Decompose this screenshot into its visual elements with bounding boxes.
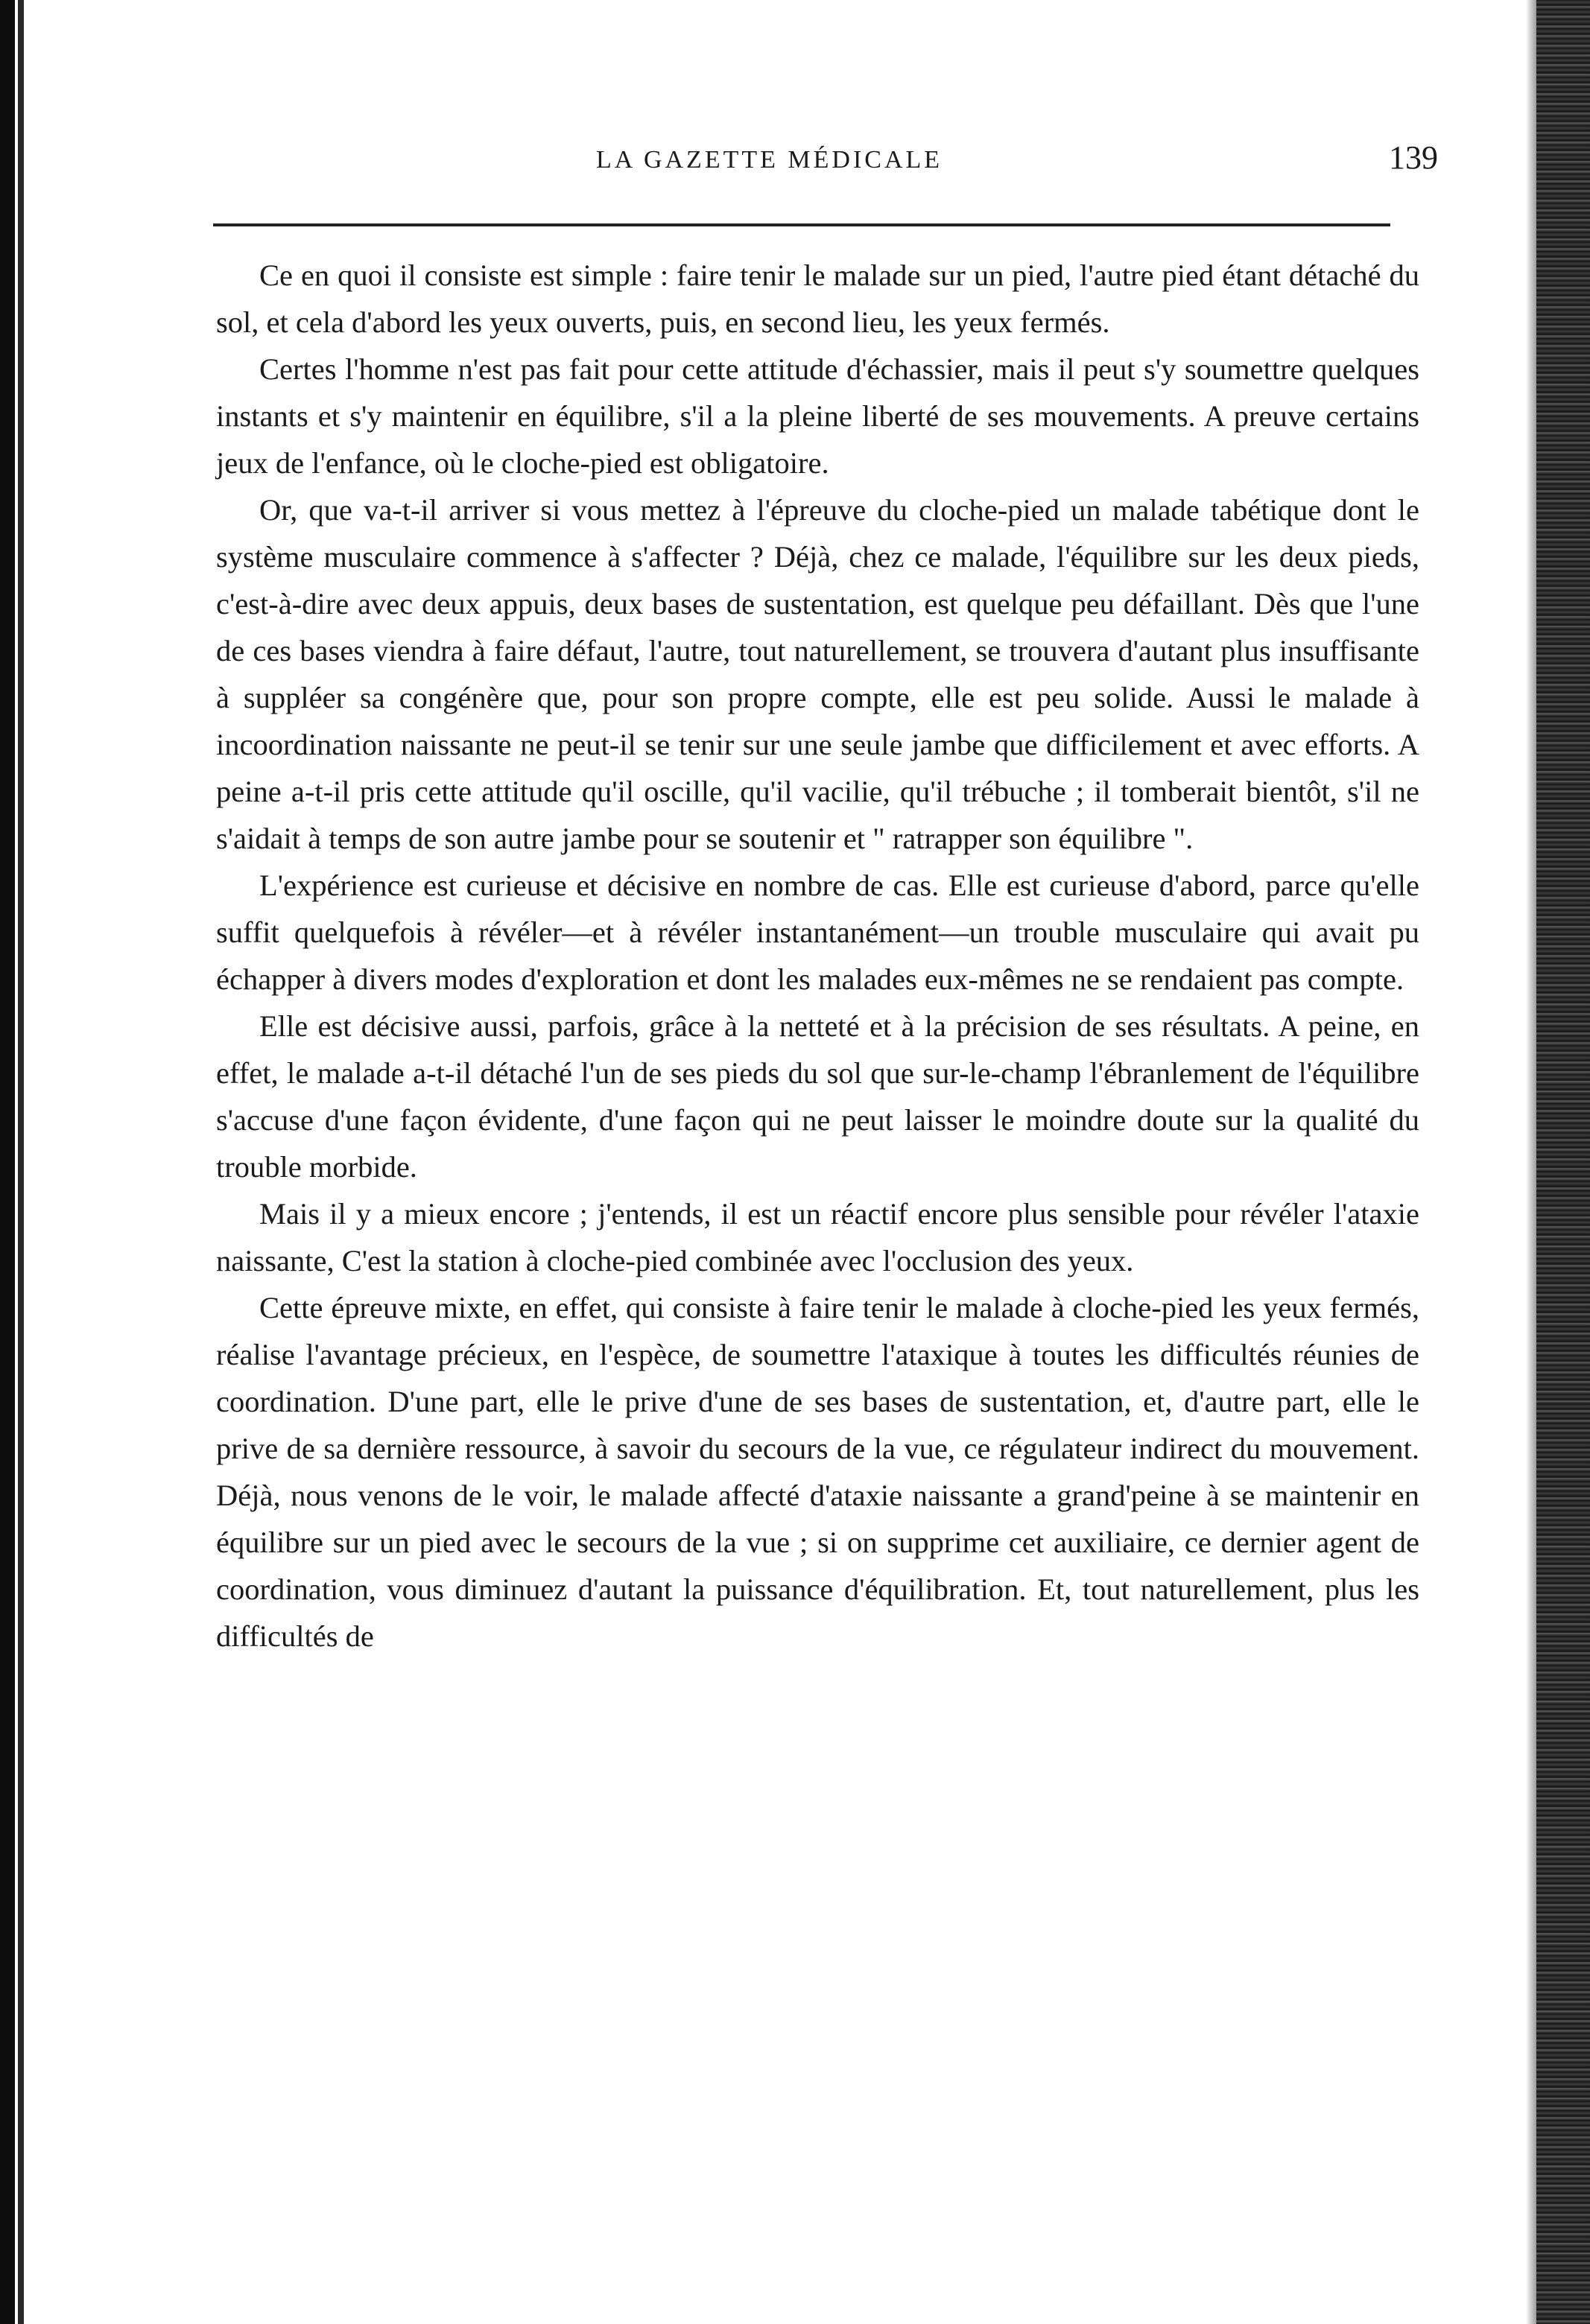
page-edge-fade xyxy=(1526,0,1536,2324)
header-rule xyxy=(213,223,1390,226)
article-body xyxy=(216,252,1419,1660)
running-title: LA GAZETTE MÉDICALE xyxy=(596,146,943,174)
page-binding-shadow-inner xyxy=(18,0,24,2324)
paragraph: Or, que va-t-il arriver si vous mettez à l'épreuve du cloche-pied un malade tabétique dont le système musculaire commence à s'affecter ? Déjà, chez ce malade, l'équilibre sur les deux pieds, c'est-à-dire avec deux appuis, deux bases de sustentation, est quelque peu défaillant. Dès que l'une de ces bases viendra à faire défaut, l'autre, tout naturellement, se trouvera d'autant plus insuffisante à suppléer sa congénère que, pour son propre compte, elle est peu solide. Aussi le malade à incoordination naissante ne peut-il se tenir sur une seule jambe que difficilement et avec efforts. A peine a-t-il pris cette attitude qu'il oscille, qu'il vacilie, qu'il trébuche ; il tomberait bientôt, s'il ne s'aidait à temps de son autre jambe pour se soutenir et " ratrapper son équilibre ". xyxy=(216,493,1419,855)
paragraph: Elle est décisive aussi, parfois, grâce à la netteté et à la précision de ses résultats. A peine, en effet, le malade a-t-il détaché l'un de ses pieds du sol que sur-le-champ l'ébranlement de l'équilibre s'accuse d'une façon évidente, d'une façon qui ne peut laisser le moindre doute sur la qualité du trouble morbide. xyxy=(216,1009,1419,1184)
paragraph: Ce en quoi il consiste est simple : faire tenir le malade sur un pied, l'autre pied étant détaché du sol, et cela d'abord les yeux ouverts, puis, en second lieu, les yeux fermés. xyxy=(216,258,1419,339)
page-binding-shadow xyxy=(0,0,15,2324)
page-edge-scan-artifact xyxy=(1536,0,1590,2324)
paragraph: Mais il y a mieux encore ; j'entends, il est un réactif encore plus sensible pour révéler l'ataxie naissante, C'est la station à cloche-pied combinée avec l'occlusion des yeux. xyxy=(216,1197,1419,1277)
paragraph: Certes l'homme n'est pas fait pour cette attitude d'échassier, mais il peut s'y soumettre quelques instants et s'y maintenir en équilibre, s'il a la pleine liberté de ses mouvements. A preuve certains jeux de l'enfance, où le cloche-pied est obligatoire. xyxy=(216,352,1419,480)
page-number: 139 xyxy=(1389,139,1438,176)
page-header xyxy=(209,133,1438,185)
paragraph: L'expérience est curieuse et décisive en nombre de cas. Elle est curieuse d'abord, parce qu'elle suffit quelquefois à révéler—et à révéler instantanément—un trouble musculaire qui avait pu échapper à divers modes d'exploration et dont les malades eux-mêmes ne se rendaient pas compte. xyxy=(216,869,1419,996)
paragraph: Cette épreuve mixte, en effet, qui consiste à faire tenir le malade à cloche-pied les yeux fermés, réalise l'avantage précieux, en l'espèce, de soumettre l'ataxique à toutes les difficultés réunies de coordination. D'une part, elle le prive d'une de ses bases de sustentation, et, d'autre part, elle le prive de sa dernière ressource, à savoir du secours de la vue, ce régulateur indirect du mouvement. Déjà, nous venons de le voir, le malade affecté d'ataxie naissante a grand'peine à se maintenir en équilibre sur un pied avec le secours de la vue ; si on supprime cet auxiliaire, ce dernier agent de coordination, vous diminuez d'autant la puissance d'équilibration. Et, tout naturellement, plus les difficultés de xyxy=(216,1291,1419,1653)
